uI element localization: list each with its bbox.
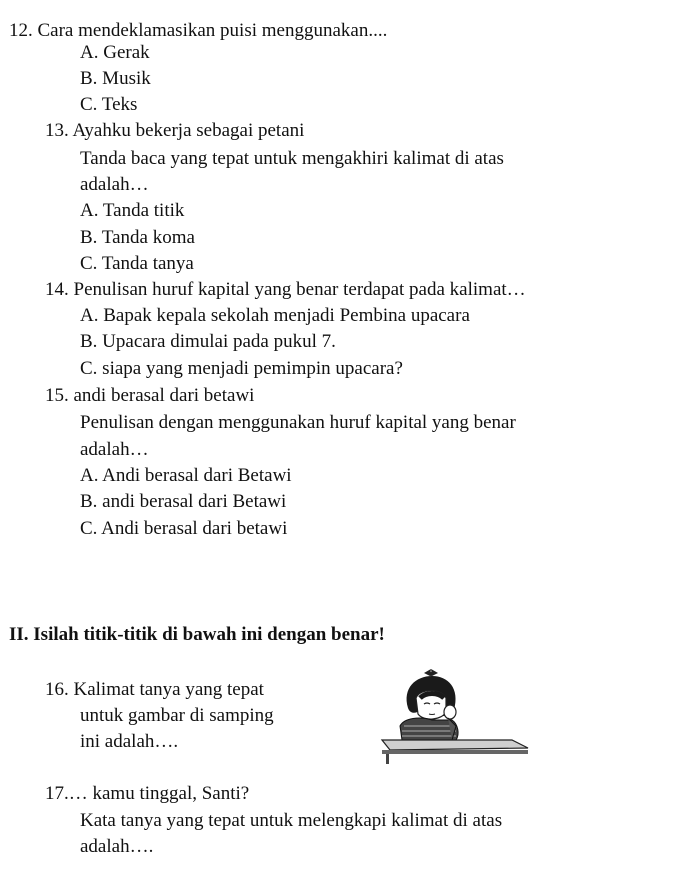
- question-13-text-1: Tanda baca yang tepat untuk mengakhiri kalimat di atas: [80, 148, 504, 169]
- question-15-text-2: adalah…: [80, 439, 149, 460]
- question-14-stem: 14. Penulisan huruf kapital yang benar terdapat pada kalimat…: [45, 279, 526, 300]
- question-13-stem: 13. Ayahku bekerja sebagai petani: [45, 120, 305, 141]
- question-17-text-2: adalah….: [80, 836, 154, 857]
- thinking-girl-illustration: [380, 668, 530, 764]
- question-16-line-1: 16. Kalimat tanya yang tepat: [45, 679, 264, 700]
- question-14-option-c: C. siapa yang menjadi pemimpin upacara?: [80, 358, 403, 379]
- question-13-option-a: A. Tanda titik: [80, 200, 185, 221]
- question-15-option-b: B. andi berasal dari Betawi: [80, 491, 287, 512]
- section-2-heading: II. Isilah titik-titik di bawah ini dengan benar!: [9, 624, 385, 645]
- question-16-line-3: ini adalah….: [80, 731, 179, 752]
- question-15-option-a: A. Andi berasal dari Betawi: [80, 465, 292, 486]
- question-15-stem: 15. andi berasal dari betawi: [45, 385, 255, 406]
- question-16-line-2: untuk gambar di samping: [80, 705, 274, 726]
- question-17-stem: 17.… kamu tinggal, Santi?: [45, 783, 250, 804]
- question-13-option-b: B. Tanda koma: [80, 227, 195, 248]
- question-15-text-1: Penulisan dengan menggunakan huruf kapital yang benar: [80, 412, 516, 433]
- question-12-stem: 12. Cara mendeklamasikan puisi menggunakan....: [9, 20, 388, 41]
- question-12-option-c: C. Teks: [80, 94, 138, 115]
- question-14-option-a: A. Bapak kepala sekolah menjadi Pembina upacara: [80, 305, 470, 326]
- question-15-option-c: C. Andi berasal dari betawi: [80, 518, 288, 539]
- question-14-option-b: B. Upacara dimulai pada pukul 7.: [80, 331, 336, 352]
- question-12-option-b: B. Musik: [80, 68, 151, 89]
- question-13-option-c: C. Tanda tanya: [80, 253, 194, 274]
- question-17-text-1: Kata tanya yang tepat untuk melengkapi kalimat di atas: [80, 810, 503, 831]
- question-12-option-a: A. Gerak: [80, 42, 150, 63]
- question-13-text-2: adalah…: [80, 174, 149, 195]
